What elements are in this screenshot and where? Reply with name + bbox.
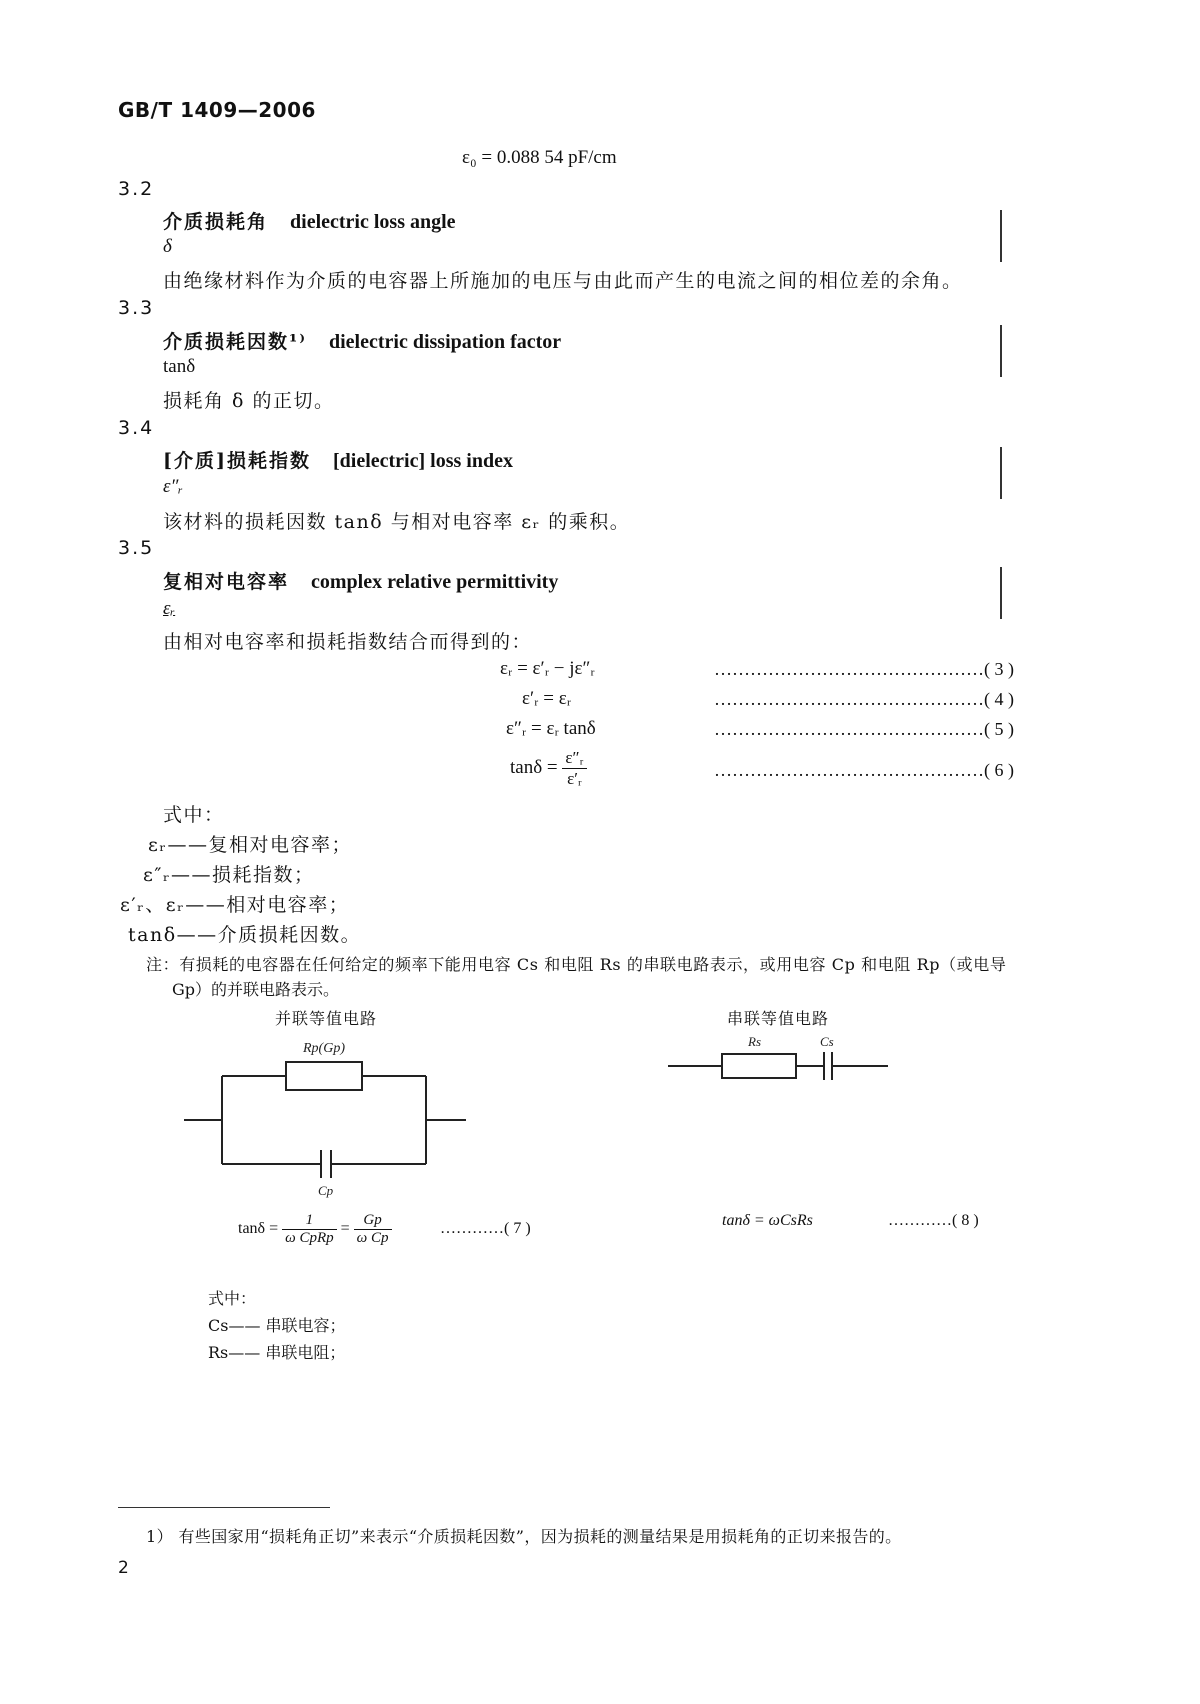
symbol-3-4: ε″ᵣ [163, 476, 184, 497]
equation-5-ref: ………………………………………( 5 ) [714, 719, 1014, 739]
change-bar [1000, 210, 1002, 262]
equation-8-ref: …………( 8 ) [888, 1212, 979, 1229]
parallel-resistor-label: Rp(Gp) [303, 1041, 345, 1056]
section-number-3-4: 3.4 [118, 417, 155, 439]
definition-3-5: 由相对电容率和损耗指数结合而得到的： [163, 631, 533, 653]
term-zh: 介质损耗角 [163, 211, 269, 233]
term-zh: 复相对电容率 [163, 571, 290, 593]
where-item: ε′ᵣ、εᵣ——相对电容率； [120, 894, 350, 916]
note-line-2: Gp）的并联电路表示。 [172, 980, 340, 999]
term-zh: [介质]损耗指数 [163, 450, 311, 472]
equation-7-ref: …………( 7 ) [440, 1220, 531, 1237]
definition-3-3: 损耗角 δ 的正切。 [163, 390, 335, 412]
symbol-3-5: εᵣ [163, 598, 176, 619]
note-line-1: 注：有损耗的电容器在任何给定的频率下能用电容 Cs 和电阻 Rs 的串联电路表示，或用电容 Cp 和电阻 Rp（或电导 [146, 955, 1007, 974]
equation-8: tanδ = ωCsRs [722, 1212, 813, 1229]
parallel-equivalent-circuit [180, 1030, 480, 1210]
footnote: 1） 有些国家用“损耗角正切”来表示“介质损耗因数”，因为损耗的测量结果是用损耗角的正切来报告的。 [146, 1527, 902, 1546]
equation-7: tanδ = $\frac{1}{\text{ω CpRp}}$ = $\frac{Gp}{\text{ω Cp}}$ [238, 1212, 392, 1247]
section-number-3-5: 3.5 [118, 537, 155, 559]
equation-4-ref: ………………………………………( 4 ) [714, 689, 1014, 709]
where-label: 式中： [163, 804, 225, 826]
term-3-3 [163, 327, 561, 354]
series-capacitor-label: Cs [820, 1034, 834, 1049]
change-bar [1000, 447, 1002, 499]
section-number-3-2: 3.2 [118, 178, 155, 200]
term-3-4 [163, 446, 513, 473]
term-en: complex relative permittivity [311, 571, 559, 593]
term-en: dielectric loss angle [290, 211, 456, 233]
symbol-3-3: tanδ [163, 356, 196, 377]
equation-6: tanδ = $\frac{\text{ε″ᵣ}}{\text{ε′ᵣ}}$ [510, 748, 587, 789]
where-item: ε″ᵣ——损耗指数； [143, 864, 315, 886]
vacuum-permittivity-equation: ε₀ = 0.088 54 pF/cm [462, 147, 617, 168]
series-equivalent-circuit [660, 1030, 900, 1090]
standard-code: GB/T 1409—2006 [118, 98, 316, 122]
equation-6-ref: ………………………………………( 6 ) [714, 760, 1014, 780]
parallel-circuit-title: 并联等值电路 [275, 1009, 378, 1028]
where-item: tanδ——介质损耗因数。 [128, 924, 362, 946]
term-zh: 介质损耗因数¹⁾ [163, 331, 307, 353]
where2-label: 式中： [208, 1289, 257, 1308]
equation-3-ref: ………………………………………( 3 ) [714, 659, 1014, 679]
series-resistor-label: Rs [748, 1034, 761, 1049]
equation-3: εᵣ = ε′ᵣ − jε″ᵣ [500, 658, 595, 679]
parallel-capacitor-label: Cp [318, 1183, 334, 1198]
definition-3-4: 该材料的损耗因数 tanδ 与相对电容率 εᵣ 的乘积。 [163, 511, 631, 533]
term-en: dielectric dissipation factor [328, 331, 562, 353]
equation-4: ε′ᵣ = εᵣ [522, 688, 572, 709]
section-number-3-3: 3.3 [118, 297, 155, 319]
term-en: [dielectric] loss index [332, 450, 513, 472]
change-bar [1000, 325, 1002, 377]
where2-item: Rs—— 串联电阻； [208, 1343, 346, 1362]
page-number: 2 [118, 1558, 129, 1578]
series-circuit-title: 串联等值电路 [727, 1009, 830, 1028]
equation-5: ε″ᵣ = εᵣ tanδ [506, 718, 596, 739]
definition-3-2: 由绝缘材料作为介质的电容器上所施加的电压与由此而产生的电流之间的相位差的余角。 [163, 270, 963, 292]
term-3-2 [163, 207, 456, 234]
footnote-rule [118, 1507, 330, 1508]
change-bar [1000, 567, 1002, 619]
term-3-5 [163, 567, 558, 594]
where2-item: Cs—— 串联电容； [208, 1316, 346, 1335]
symbol-3-2: δ [163, 236, 172, 257]
where-item: εᵣ——复相对电容率； [148, 834, 352, 856]
